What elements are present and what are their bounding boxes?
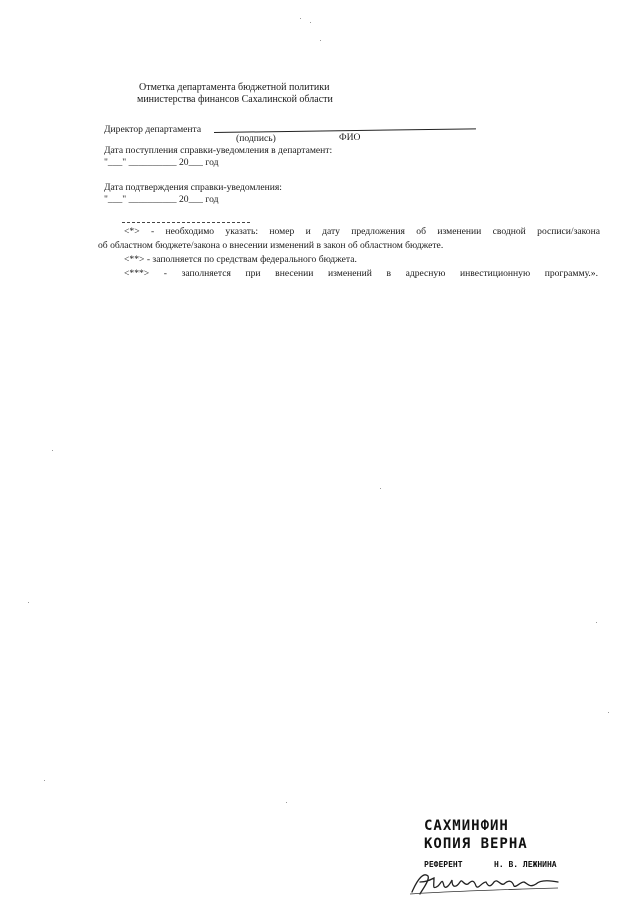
director-label: Директор департамента [104,124,202,135]
receipt-date-label: Дата поступления справки-уведомления в департамент: [104,145,333,156]
footnote-2: <**> - заполняется по средствам федерального бюджета. [124,254,357,265]
scan-speck [28,602,29,603]
confirm-date-label: Дата подтверждения справки-уведомления: [104,182,282,193]
scan-speck [310,22,311,23]
footnote-3: <***> - заполняется при внесении изменений в адресную инвестиционную программу.». [124,268,598,279]
scan-speck [608,712,609,713]
scan-speck [300,18,301,19]
scan-speck [596,622,597,623]
signature-caption: (подпись) [236,133,276,144]
receipt-date-value: "___" __________ 20___ год [104,157,219,168]
footnote-1-line-1: <*> - необходимо указать: номер и дату предложения об изменении сводной росписи/закона [124,226,600,237]
stamp-person: Н. В. ЛЕЖНИНА [494,860,557,869]
name-caption: ФИО [339,132,361,143]
scan-speck [380,488,381,489]
footnote-1-line-2: об областном бюджете/закона о внесении изменений в закон об областном бюджете. [98,240,444,251]
confirm-date-value: "___" __________ 20___ год [104,194,219,205]
footnote-separator [122,222,250,223]
scan-speck [44,780,45,781]
scan-speck [286,802,287,803]
handwritten-signature [408,868,568,898]
mark-line-1: Отметка департамента бюджетной политики [139,82,330,93]
scan-speck [52,450,53,451]
scan-speck [320,40,321,41]
mark-line-2: министерства финансов Сахалинской области [137,94,333,105]
stamp-role: РЕФЕРЕНТ [424,860,463,869]
stamp-copy: КОПИЯ ВЕРНА [424,836,528,852]
stamp-org: САХМИНФИН [424,818,509,834]
